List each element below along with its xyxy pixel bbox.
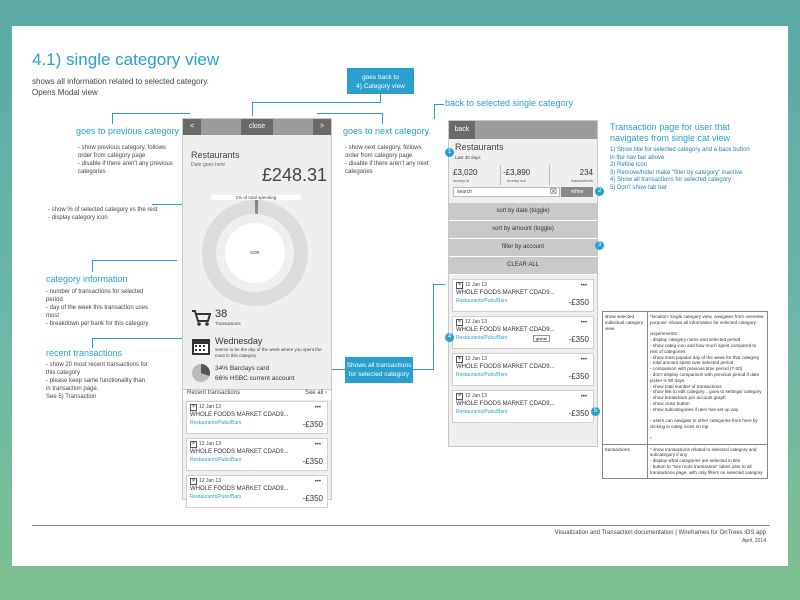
transaction-merchant: WHOLE FOODS MARKET CDAD9... bbox=[456, 401, 555, 407]
transaction-page-notes bbox=[610, 147, 750, 192]
clear-search-icon[interactable]: ☒ bbox=[549, 187, 557, 196]
clear-all-button[interactable]: CLEAR ALL bbox=[449, 257, 597, 275]
recent-transactions-header: Recent transactions bbox=[187, 390, 241, 396]
screen2-body bbox=[449, 139, 597, 446]
more-options-icon[interactable]: ••• bbox=[580, 357, 587, 363]
transactions-label: Transactions bbox=[215, 321, 241, 326]
bank-breakdown-2: 66% HSBC current account bbox=[215, 375, 295, 382]
transaction-merchant: WHOLE FOODS MARKET CDAD9... bbox=[456, 364, 555, 370]
sort-by-date-button[interactable]: sort by date (toggle) bbox=[449, 203, 597, 221]
transaction-amount: -£350 bbox=[568, 298, 589, 307]
checkbox-icon[interactable]: × bbox=[456, 356, 463, 363]
requirement-label: show selected individual category view bbox=[603, 312, 648, 445]
connector bbox=[433, 284, 445, 285]
requirements-row bbox=[603, 312, 768, 445]
wireframe-page bbox=[12, 26, 788, 566]
checkbox-icon[interactable]: × bbox=[190, 478, 197, 485]
transaction-card[interactable] bbox=[452, 316, 594, 349]
transaction-page-note-item: 1) Show title for selected category and a back button in the nav bar above bbox=[610, 147, 750, 161]
bank-pie-icon bbox=[191, 363, 211, 383]
footer-doc: Visualization and Transaction documentation | Wireframes for OnTrees iOS app bbox=[554, 530, 766, 536]
transaction-card[interactable] bbox=[452, 353, 594, 386]
connector bbox=[92, 260, 93, 272]
more-options-icon[interactable]: ••• bbox=[580, 320, 587, 326]
connector bbox=[92, 260, 177, 261]
transaction-amount: -£350 bbox=[568, 335, 589, 344]
global-tag: global bbox=[533, 335, 550, 342]
more-options-icon[interactable]: ••• bbox=[580, 394, 587, 400]
transaction-date: 12 Jan 13 bbox=[465, 282, 487, 288]
prev-category-title: goes to previous category bbox=[76, 126, 180, 136]
next-category-title: goes to next category bbox=[343, 126, 430, 136]
requirement-text: * show transactions related to selected category and subcategory if any - display what categories are selected in title - button to "see more transaction" takes user to all transactions page, with only filters on selected category bbox=[648, 444, 768, 478]
connector bbox=[252, 102, 253, 116]
transactions-total-label: transactions bbox=[571, 178, 593, 183]
transaction-merchant: WHOLE FOODS MARKET CDAD9... bbox=[190, 486, 289, 492]
connector bbox=[382, 113, 383, 124]
screen1-body bbox=[183, 135, 331, 503]
date-placeholder: Date goes here bbox=[191, 162, 226, 168]
transaction-date: 12 Jan 13 bbox=[465, 356, 487, 362]
all-transactions-list bbox=[452, 279, 594, 427]
recent-notes: - show 20 most recent transactions for this category - please keep same functionality than in transaction page. See 5) Transaction bbox=[46, 362, 148, 400]
next-category-notes: - show next category, follows order from category page - disable if there aren't any next categories bbox=[345, 145, 429, 175]
recent-transactions-list bbox=[186, 401, 328, 512]
requirement-label: transactions bbox=[603, 444, 648, 478]
page-subtitle: shows all information related to selected category. Opens Modal view bbox=[32, 77, 209, 97]
transaction-page-note-item: 4) Show all transactions for selected category bbox=[610, 177, 732, 183]
connector bbox=[252, 102, 381, 103]
back-to-selected-label: back to selected single category bbox=[445, 98, 574, 108]
transaction-date: 12 Jan 13 bbox=[199, 441, 221, 447]
back-button[interactable]: back bbox=[449, 121, 475, 139]
connector bbox=[413, 369, 433, 370]
transaction-amount: -£350 bbox=[302, 420, 323, 429]
transaction-page-note-item: 3) Remove/hide/ make "filter by category" inactive bbox=[610, 169, 743, 176]
category-info-notes: - number of transactions for selected period - day of the week this transaction uses most - breakdown per bank for this category bbox=[46, 289, 149, 327]
transaction-page-note-item: 2) Refine icon bbox=[610, 162, 648, 168]
bank-breakdown-1: 34% Barclays card bbox=[215, 365, 270, 372]
search-placeholder: search bbox=[457, 189, 473, 195]
checkbox-icon[interactable]: × bbox=[456, 393, 463, 400]
marker-1: 1 bbox=[445, 148, 454, 157]
category-amount: £248.31 bbox=[261, 165, 327, 185]
money-out-value: -£3,890 bbox=[503, 168, 531, 177]
transaction-category[interactable]: Restaurants/Pubs/Bars bbox=[190, 420, 242, 426]
transaction-amount: -£350 bbox=[568, 409, 589, 418]
transaction-category[interactable]: Restaurants/Pubs/Bars bbox=[456, 409, 508, 415]
page-title: 4.1) single category view bbox=[32, 50, 220, 69]
money-in-value: £3,020 bbox=[453, 168, 478, 177]
see-all-link[interactable] bbox=[305, 390, 327, 396]
checkbox-icon[interactable]: × bbox=[456, 282, 463, 289]
transaction-date: 12 Jan 13 bbox=[465, 393, 487, 399]
transactions-total: 234 bbox=[579, 168, 593, 177]
top-weekday: Wednesday bbox=[215, 336, 263, 346]
transaction-merchant: WHOLE FOODS MARKET CDAD9... bbox=[190, 449, 289, 455]
category-info-title: category information bbox=[46, 274, 128, 284]
goes-back-callout: goes back to 4) Category view bbox=[347, 68, 414, 94]
divider bbox=[500, 165, 501, 185]
more-options-icon[interactable]: ••• bbox=[314, 405, 321, 411]
connector bbox=[112, 113, 113, 124]
checkbox-icon[interactable]: × bbox=[456, 319, 463, 326]
percent-of-total: 1% of total spending bbox=[211, 195, 301, 200]
transaction-date: 12 Jan 13 bbox=[199, 478, 221, 484]
transaction-date: 12 Jan 13 bbox=[465, 319, 487, 325]
more-options-icon[interactable]: ••• bbox=[580, 283, 587, 289]
previous-category-button[interactable]: < bbox=[183, 119, 201, 135]
money-in-label: money in bbox=[453, 178, 470, 183]
show-all-callout: Shows all transactions for selected category bbox=[345, 357, 413, 383]
refine-button[interactable]: refine bbox=[561, 187, 593, 197]
marker-2: 2 bbox=[595, 187, 604, 196]
filter-by-account-button[interactable]: filter by account bbox=[449, 239, 597, 257]
screen2-navbar bbox=[449, 121, 597, 139]
category-icon[interactable]: icon bbox=[250, 250, 260, 256]
prev-category-notes: - show previous category, follows order from category page - disable if there aren't any previous categories bbox=[78, 145, 173, 175]
transaction-category[interactable]: Restaurants/Pubs/Bars bbox=[190, 494, 242, 500]
period-label: Last 30 days bbox=[455, 155, 481, 160]
shopping-cart-icon bbox=[191, 309, 211, 327]
connector bbox=[330, 369, 345, 370]
screen1-navbar bbox=[183, 119, 331, 135]
transaction-card[interactable] bbox=[186, 438, 328, 471]
sort-by-amount-button[interactable]: sort by amount (toggle) bbox=[449, 221, 597, 239]
divider bbox=[549, 165, 550, 185]
screen2-category-title: Restaurants bbox=[455, 142, 504, 152]
transaction-category[interactable]: Restaurants/Pubs/Bars bbox=[456, 298, 508, 304]
transaction-amount: -£350 bbox=[302, 494, 323, 503]
footer-date: April, 2014 bbox=[742, 538, 766, 544]
transactions-count: 38 bbox=[215, 308, 228, 320]
transaction-card[interactable] bbox=[186, 475, 328, 508]
transaction-card[interactable] bbox=[452, 279, 594, 312]
more-options-icon[interactable]: ••• bbox=[314, 479, 321, 485]
single-category-screen bbox=[182, 118, 332, 503]
connector bbox=[434, 104, 435, 119]
connector bbox=[434, 104, 444, 105]
transaction-date: 12 Jan 13 bbox=[199, 404, 221, 410]
transaction-page-title: Transaction page for user that navigates from single cat view bbox=[610, 122, 731, 143]
connector bbox=[92, 338, 93, 348]
marker-4: 4 bbox=[445, 333, 454, 342]
search-input[interactable] bbox=[453, 187, 560, 197]
close-button[interactable]: close bbox=[241, 119, 273, 135]
connector bbox=[380, 94, 381, 102]
transactions-screen bbox=[448, 120, 598, 447]
calendar-icon bbox=[191, 336, 211, 356]
transaction-category[interactable]: Restaurants/Pubs/Bars bbox=[456, 335, 508, 341]
transaction-merchant: WHOLE FOODS MARKET CDAD9... bbox=[190, 412, 289, 418]
requirement-text: *location: single category view, navigates from overview purpose: shows all information for selected category requirements: - display category name and selected period - show categ icon and how much spent compared to rest of categories - show most popular day of the week for that category - total amount spent over selected period - comparison with previous time period (7-30) - don't display comparison with previous period if date picker is 90 days - show total number of transactions - show link to edit category... goes to settings/ category - show breakdown per account graph - show close button - show subcategories if user has set up any - users can navigate to other categories from here by clicking in categ icons on top * bbox=[648, 312, 768, 445]
recent-title: recent transactions bbox=[46, 348, 123, 358]
category-name: Restaurants bbox=[191, 150, 240, 160]
transaction-amount: -£350 bbox=[568, 372, 589, 381]
marker-3: 3 bbox=[595, 241, 604, 250]
more-options-icon[interactable]: ••• bbox=[314, 442, 321, 448]
requirements-table bbox=[602, 311, 768, 479]
transaction-category[interactable]: Restaurants/Pubs/Bars bbox=[456, 372, 508, 378]
connector bbox=[92, 338, 187, 339]
transaction-page-note-item: 5) Don't show tab bar bbox=[610, 184, 667, 191]
weekday-description: seems to be the day of the week where you spent the most in this category bbox=[215, 347, 322, 358]
transaction-amount: -£350 bbox=[302, 457, 323, 466]
checkbox-icon[interactable]: × bbox=[190, 404, 197, 411]
transaction-merchant: WHOLE FOODS MARKET CDAD9... bbox=[456, 290, 555, 296]
money-out-label: money out bbox=[507, 178, 526, 183]
checkbox-icon[interactable]: × bbox=[190, 441, 197, 448]
connector bbox=[112, 113, 190, 114]
transaction-card[interactable] bbox=[452, 390, 594, 423]
connector bbox=[433, 284, 434, 370]
next-category-button[interactable]: > bbox=[313, 119, 331, 135]
requirements-row bbox=[603, 444, 768, 478]
connector bbox=[317, 113, 382, 114]
transaction-category[interactable]: Restaurants/Pubs/Bars bbox=[190, 457, 242, 463]
footer-divider bbox=[32, 525, 770, 526]
transaction-card[interactable] bbox=[186, 401, 328, 434]
see-all-label: See all bbox=[304, 390, 324, 396]
percent-notes: - show % of selected category vs the rest - display category icon bbox=[48, 207, 158, 221]
marker-5: 5 bbox=[591, 407, 600, 416]
transaction-merchant: WHOLE FOODS MARKET CDAD9... bbox=[456, 327, 555, 333]
chevron-right-icon: › bbox=[325, 390, 327, 396]
